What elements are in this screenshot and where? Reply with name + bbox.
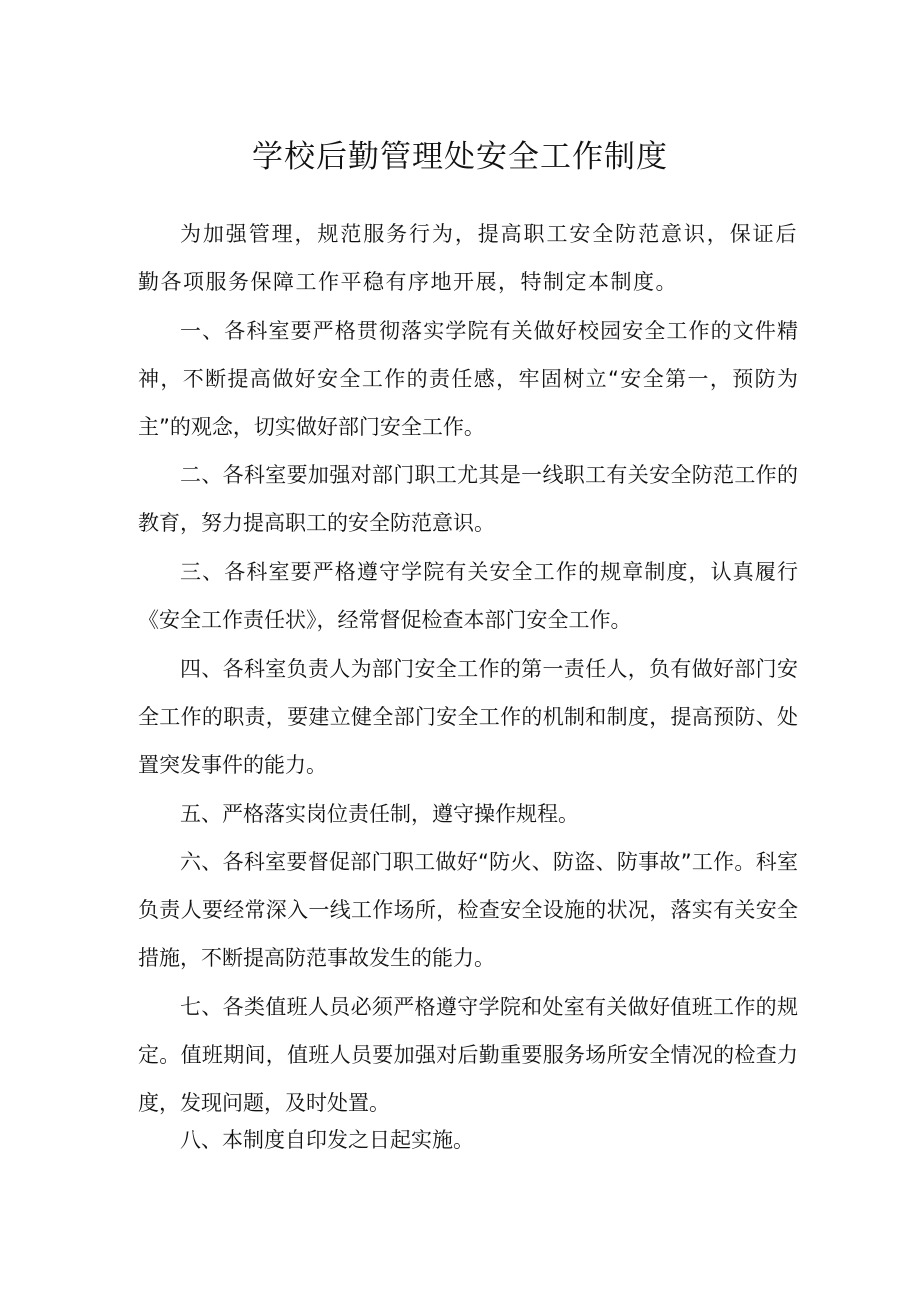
clause-1: 一、各科室要严格贯彻落实学院有关做好校园安全工作的文件精神，不断提高做好安全工作的责任感，牢固树立“安全第一，预防为主”的观念，切实做好部门安全工作。 (138, 319, 798, 439)
intro-paragraph: 为加强管理，规范服务行为，提高职工安全防范意识，保证后勤各项服务保障工作平稳有序地开展，特制定本制度。 (138, 222, 798, 294)
clause-4: 四、各科室负责人为部门安全工作的第一责任人，负有做好部门安全工作的职责，要建立健全部门安全工作的机制和制度，提高预防、处置突发事件的能力。 (138, 657, 798, 777)
clause-5: 五、严格落实岗位责任制，遵守操作规程。 (180, 802, 579, 826)
document-title: 学校后勤管理处安全工作制度 (252, 139, 668, 175)
clause-6: 六、各科室要督促部门职工做好“防火、防盗、防事故”工作。科室负责人要经常深入一线工作场所，检查安全设施的状况，落实有关安全措施，不断提高防范事故发生的能力。 (138, 850, 798, 970)
clause-2: 二、各科室要加强对部门职工尤其是一线职工有关安全防范工作的教育，努力提高职工的安全防范意识。 (138, 463, 798, 535)
clause-3: 三、各科室要严格遵守学院有关安全工作的规章制度，认真履行《安全工作责任状》，经常督促检查本部门安全工作。 (138, 560, 798, 632)
clause-8: 八、本制度自印发之日起实施。 (180, 1128, 474, 1152)
clause-7: 七、各类值班人员必须严格遵守学院和处室有关做好值班工作的规定。值班期间，值班人员要加强对后勤重要服务场所安全情况的检查力度，发现问题，及时处置。 (138, 995, 798, 1115)
